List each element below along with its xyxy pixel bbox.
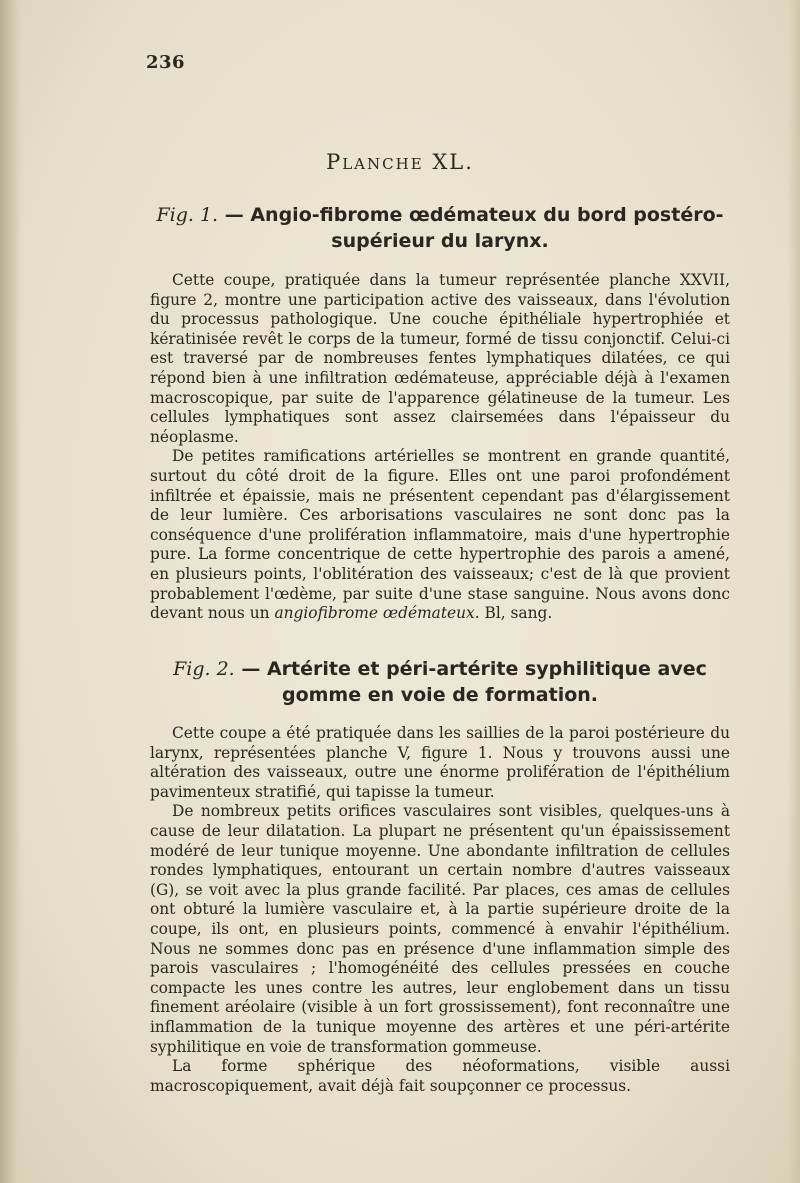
page-number: 236 bbox=[146, 52, 186, 73]
fig2-title: — Artérite et péri-artérite syphilitique avec gomme en voie de formation. bbox=[241, 658, 707, 706]
fig1-italic-term: angiofibrome œdémateux bbox=[274, 604, 475, 623]
fig2-paragraph-2: De nombreux petits orifices vasculaires sont visibles, quelques-uns à cause de leur dilatation. La plupart ne présentent qu'un épaississement modéré de leur tunique moyenne. Une abondante infiltration de cellules rondes lymphatiques, entourant un certain nombre d'autres vaisseaux (G), se voit avec la plus grande facilité. Par places, ces amas de cellules ont obturé la lumière vasculaire et, à la partie supérieure droite de la coupe, ils ont, en plusieurs points, commencé à envahir l'épithélium. Nous ne sommes donc pas en présence d'une inflammation simple des parois vasculaires ; l'homogénéité des cellules pressées en couche compacte les unes contre les autres, leur englobement dans un tissu finement aréolaire (visible à un fort grossissement), font reconnaître une inflammation de la tunique moyenne des artères et une péri-artérite syphilitique en voie de transformation gommeuse. bbox=[150, 802, 730, 1056]
page-right-edge bbox=[788, 0, 800, 1183]
fig1-paragraph-2 bbox=[150, 447, 730, 623]
fig1-paragraph-1: Cette coupe, pratiquée dans la tumeur représentée planche XXVII, figure 2, montre une participation active des vaisseaux, dans l'évolution du processus pathologique. Une couche épithéliale hypertrophiée et kératinisée revêt le corps de la tumeur, formé de tissu conjonctif. Celui-ci est traversé par de nombreuses fentes lymphatiques dilatées, ce qui répond bien à une infiltration œdémateuse, appréciable déjà à l'examen macroscopique, par suite de l'apparence gélatineuse de la tumeur. Les cellules lymphatiques sont assez clairsemées dans l'épaisseur du néoplasme. bbox=[150, 271, 730, 446]
fig2-body bbox=[150, 724, 730, 1096]
fig1-heading bbox=[150, 202, 730, 254]
fig1-title: — Angio-fibrome œdémateux du bord postéro-supérieur du larynx. bbox=[224, 204, 724, 252]
fig1-paragraph-2-text: De petites ramifications artérielles se montrent en grande quantité, surtout du côté droit de la figure. Elles ont une paroi profondément infiltrée et épaissie, mais ne présentent cependant pas d'élargissement de leur lumière. Ces arborisations vasculaires ne sont donc pas la conséquence d'une prolifération inflammatoire, mais d'une hypertrophie pure. La forme concentrique de cette hypertrophie des parois a amené, en plusieurs points, l'oblitération des vaisseaux; c'est de là que provient probablement l'œdème, par suite d'une stase sanguine. Nous avons donc devant nous un bbox=[150, 447, 730, 623]
plate-title: Planche XL. bbox=[326, 150, 474, 174]
page-left-edge bbox=[0, 0, 22, 1183]
fig2-paragraph-3: La forme sphérique des néoformations, visible aussi macroscopiquement, avait déjà fait soupçonner ce processus. bbox=[150, 1057, 730, 1095]
fig1-body bbox=[150, 271, 730, 624]
fig2-paragraph-1: Cette coupe a été pratiquée dans les saillies de la paroi postérieure du larynx, représentées planche V, figure 1. Nous y trouvons aussi une altération des vaisseaux, outre une énorme prolifération de l'épithélium pavimenteux stratifié, qui tapisse la tumeur. bbox=[150, 724, 730, 801]
fig1-closing: . Bl, sang. bbox=[474, 604, 553, 623]
fig1-label: Fig. 1. bbox=[156, 204, 219, 226]
fig2-label: Fig. 2. bbox=[173, 658, 235, 680]
fig2-heading bbox=[150, 656, 730, 708]
